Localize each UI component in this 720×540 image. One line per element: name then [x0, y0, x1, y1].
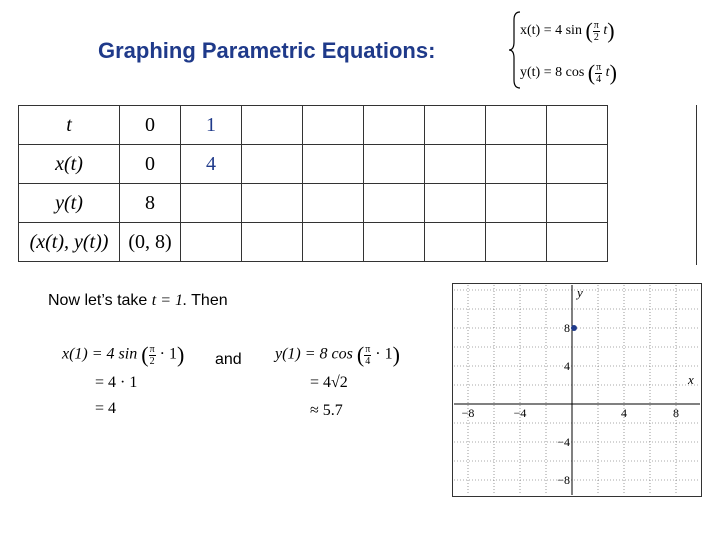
table-cell	[303, 184, 364, 223]
y-equation-var: t	[605, 65, 610, 81]
table-cell	[242, 145, 303, 184]
calc-y-line3: ≈ 5.7	[310, 402, 343, 419]
table-row	[19, 184, 608, 223]
table-cell	[303, 145, 364, 184]
calc-x-tail: · 1	[159, 345, 177, 363]
table-cell	[547, 145, 608, 184]
calc-y-line2: = 4√2	[310, 374, 348, 391]
calc-x-lhs: x(1) = 4 sin	[62, 345, 138, 363]
coordinate-graph	[452, 283, 702, 497]
y-axis-label: y	[577, 285, 583, 300]
table-row	[19, 145, 608, 184]
table-cell	[181, 223, 242, 262]
values-table	[18, 105, 608, 262]
table-row	[19, 223, 608, 262]
x-equation-lhs: x(t) = 4 sin	[520, 23, 582, 39]
table-cell	[486, 223, 547, 262]
table-cell: 4	[181, 145, 242, 184]
table-cell	[486, 106, 547, 145]
calc-x-line2: = 4 · 1	[95, 374, 138, 391]
table-cell	[547, 184, 608, 223]
table-cell: (0, 8)	[120, 223, 181, 262]
table-row	[19, 106, 608, 145]
x-equation-var: t	[603, 23, 608, 39]
narrative-suffix: Then	[187, 292, 228, 309]
narrative-math: t = 1.	[151, 292, 187, 309]
table-cell	[242, 184, 303, 223]
table-cell	[547, 223, 608, 262]
y-equation: y(t) = 8 cos ( $\frac{\pi}{4} t$)	[520, 60, 617, 85]
y-tick-label: 4	[564, 359, 570, 373]
parametric-system	[508, 8, 648, 92]
x-tick-label: −8	[461, 406, 475, 420]
x-axis-label: x	[688, 372, 694, 387]
table-cell	[303, 223, 364, 262]
table-cell	[547, 106, 608, 145]
table-cell	[364, 106, 425, 145]
table-cell	[364, 184, 425, 223]
narrative-prefix: Now let’s take	[48, 292, 152, 309]
table-row-header: x(t)	[19, 145, 120, 184]
table-cell: 1	[181, 106, 242, 145]
table-cell	[425, 223, 486, 262]
y-tick-label: −8	[557, 473, 570, 487]
y-equation-fraction: $\frac{\pi}{4}$	[596, 61, 602, 85]
and-text: and	[215, 351, 242, 368]
y-equation-lhs: y(t) = 8 cos	[520, 65, 585, 81]
table-cell	[181, 184, 242, 223]
narrative-text	[48, 292, 228, 310]
plotted-point	[571, 325, 577, 331]
calc-x-line3: = 4	[95, 400, 117, 417]
page-title: Graphing Parametric Equations:	[98, 38, 436, 63]
table-row-header: t	[19, 106, 120, 145]
table-cell: 0	[120, 106, 181, 145]
table-row-header: y(t)	[19, 184, 120, 223]
table-cell	[242, 223, 303, 262]
y-tick-label: 8	[564, 321, 570, 335]
table-cell	[425, 184, 486, 223]
table-cell	[364, 145, 425, 184]
table-cell	[242, 106, 303, 145]
table-cell	[425, 145, 486, 184]
calc-y-lhs: y(1) = 8 cos	[275, 345, 353, 363]
graph-frame	[453, 284, 702, 497]
x-equation: x(t) = 4 sin ( $\frac{\pi}{2} t$)	[520, 18, 615, 43]
table-cell	[486, 145, 547, 184]
x-tick-label: −4	[513, 406, 527, 420]
calc-x-line1: x(1) = 4 sin ( $\frac{\pi}{2} \cdot 1$)	[62, 342, 185, 367]
calc-y-tail: · 1	[375, 345, 393, 363]
table-row-header: (x(t), y(t))	[19, 223, 120, 262]
table-cell	[425, 106, 486, 145]
x-tick-label: 4	[621, 406, 627, 420]
table-cell: 0	[120, 145, 181, 184]
table-cell: 8	[120, 184, 181, 223]
y-tick-label: −4	[557, 435, 570, 449]
table-cell	[303, 106, 364, 145]
x-equation-fraction: $\frac{\pi}{2}$	[593, 19, 599, 43]
x-tick-label: 8	[673, 406, 679, 420]
calc-y-line1: y(1) = 8 cos ( $\frac{\pi}{4} \cdot 1$)	[275, 342, 400, 367]
table-cell	[364, 223, 425, 262]
table-cell	[486, 184, 547, 223]
